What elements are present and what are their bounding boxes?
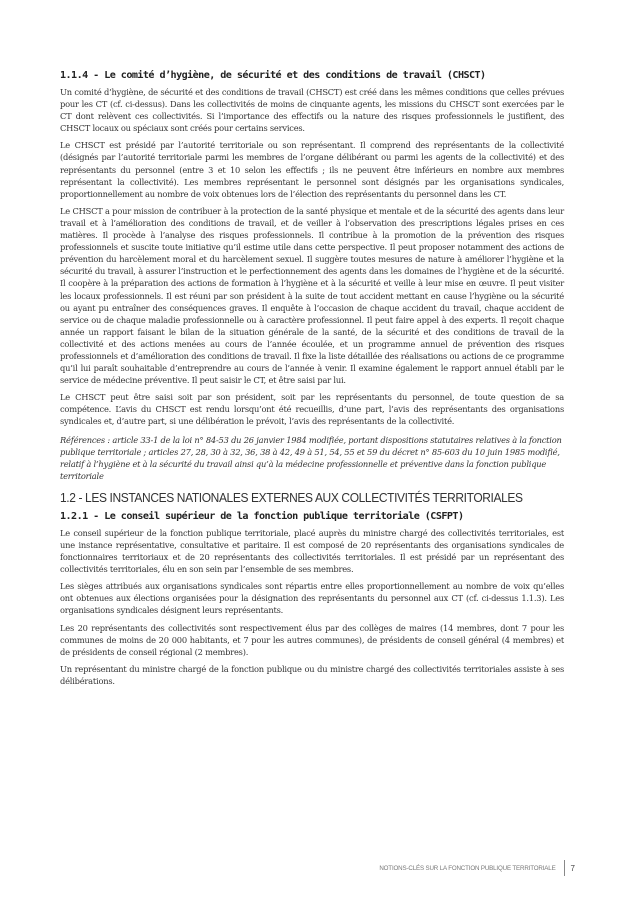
footer-divider	[564, 860, 565, 876]
paragraph: Les sièges attribués aux organisations syndicales sont répartis entre elles proportionnellement au nombre de voix qu’elles ont obtenues aux élections organisées pour la désignation des représentants du personnel aux CT (cf. ci-dessus 1.1.3). Les organisations syndicales désignent leurs représentants.	[60, 581, 564, 616]
references-note: Références : article 33-1 de la loi n° 84-53 du 26 janvier 1984 modifiée, portant dispositions statutaires relatives à la fonction publique territoriale ; articles 27, 28, 30 à 32, 36, 38 à 42, 49 à 51, 54, 55 et 59 du décret n° 85-603 du 10 juin 1985 modifié, relatif à l’hygiène et à la sécurité du travail ainsi qu’à la médecine professionnelle et préventive dans la fonction publique territoriale	[60, 434, 562, 481]
paragraph: Le CHSCT peut être saisi soit par son président, soit par les représentants du personnel, de toute question de sa compétence. L’avis du CHSCT est rendu lorsqu’ont été recueillis, d’une part, l’avis des représentants des organisations syndicales et, d’autre part, si une délibération le prévoit, l’avis des représentants de la collectivité.	[60, 392, 564, 427]
document-page	[60, 70, 564, 692]
footer-title: NOTIONS-CLÉS SUR LA FONCTION PUBLIQUE TERRITORIALE	[379, 864, 556, 872]
section-heading-csfpt: 1.2.1 - Le conseil supérieur de la fonction publique territoriale (CSFPT)	[60, 510, 464, 522]
paragraph: Les 20 représentants des collectivités sont respectivement élus par des collèges de maires (14 membres, dont 7 pour les communes de moins de 20 000 habitants, et 7 pour les autres communes), de présidents de conseil général (4 membres) et de présidents de conseil régional (2 membres).	[60, 622, 564, 657]
section-heading-instances-nationales: 1.2 - LES INSTANCES NATIONALES EXTERNES AUX COLLECTIVITÉS TERRITORIALES	[60, 490, 523, 505]
paragraph: Le conseil supérieur de la fonction publique territoriale, placé auprès du ministre chargé des collectivités territoriales, est une instance représentative, consultative et paritaire. Il est composé de 20 représentants des organisations syndicales de fonctionnaires territoriaux et de 20 représentants des collectivités territoriales. Il est présidé par un représentant des collectivités territoriales, élu en son sein par l’ensemble de ses membres.	[60, 527, 564, 575]
paragraph: Un représentant du ministre chargé de la fonction publique ou du ministre chargé des collectivités territoriales assiste à ses délibérations.	[60, 663, 564, 686]
page-number: 7	[570, 863, 575, 873]
section-heading-chsct: 1.1.4 - Le comité d’hygiène, de sécurité et des conditions de travail (CHSCT)	[60, 70, 486, 81]
paragraph: Le CHSCT a pour mission de contribuer à la protection de la santé physique et mentale et de la sécurité des agents dans leur travail et à l’amélioration des conditions de travail, et de veiller à l’observation des prescriptions légales prises en ces matières. Il procède à l’analyse des risques professionnels. Il contribue à la promotion de la prévention des risques professionnels et suscite toute initiative qu’il estime utile dans cette perspective. Il peut proposer notamment des actions de prévention du harcèlement moral et du harcèlement sexuel. Il suggère toutes mesures de nature à améliorer l’hygiène et la sécurité du travail, à assurer l’instruction et le perfectionnement des agents dans les domaines de l’hygiène et de la sécurité. Il coopère à la préparation des actions de formation à l’hygiène et à la sécurité et veille à leur mise en œuvre. Il peut visiter les locaux professionnels. Il est réuni par son président à la suite de tout accident mettant en cause l’hygiène ou la sécurité ou ayant pu entraîner des conséquences graves. Il enquête à l’occasion de chaque accident du travail, chaque accident de service ou de chaque maladie professionnelle ou à caractère professionnel. Il peut faire appel à des experts. Il reçoit chaque année un rapport faisant le bilan de la situation générale de la santé, de la sécurité et des conditions de travail de la collectivité et des actions menées au cours de l’année écoulée, et un programme annuel de prévention des risques professionnels et d’amélioration des conditions de travail. Il fixe la liste détaillée des réalisations ou actions de ce programme qu’il lui paraît souhaitable d’entreprendre au cours de l’année à venir. Il examine également le rapport annuel établi par le service de médecine préventive. Il peut saisir le CT, et être saisi par lui.	[60, 205, 564, 386]
paragraph: Un comité d’hygiène, de sécurité et des conditions de travail (CHSCT) est créé dans les mêmes conditions que celles prévues pour les CT (cf. ci-dessus). Dans les collectivités de moins de cinquante agents, les missions du CHSCT sont exercées par le CT dont relèvent ces collectivités. Si l’importance des effectifs ou la nature des risques professionnels le justifient, des CHSCT locaux ou spéciaux sont créés pour certains services.	[60, 87, 564, 134]
page-footer	[365, 860, 575, 876]
paragraph: Le CHSCT est présidé par l’autorité territoriale ou son représentant. Il comprend des représentants de la collectivité (désignés par l’autorité territoriale parmi les membres de l’organe délibérant ou parmi les agents de la collectivité) et des représentants du personnel (entre 3 et 10 selon les effectifs ; ils ne peuvent être inférieurs en nombre aux membres représentant la collectivité). Les membres représentant le personnel sont désignés par les organisations syndicales, proportionnellement au nombre de voix obtenues lors de l’élection des représentants du personnel dans les CT.	[60, 140, 564, 199]
